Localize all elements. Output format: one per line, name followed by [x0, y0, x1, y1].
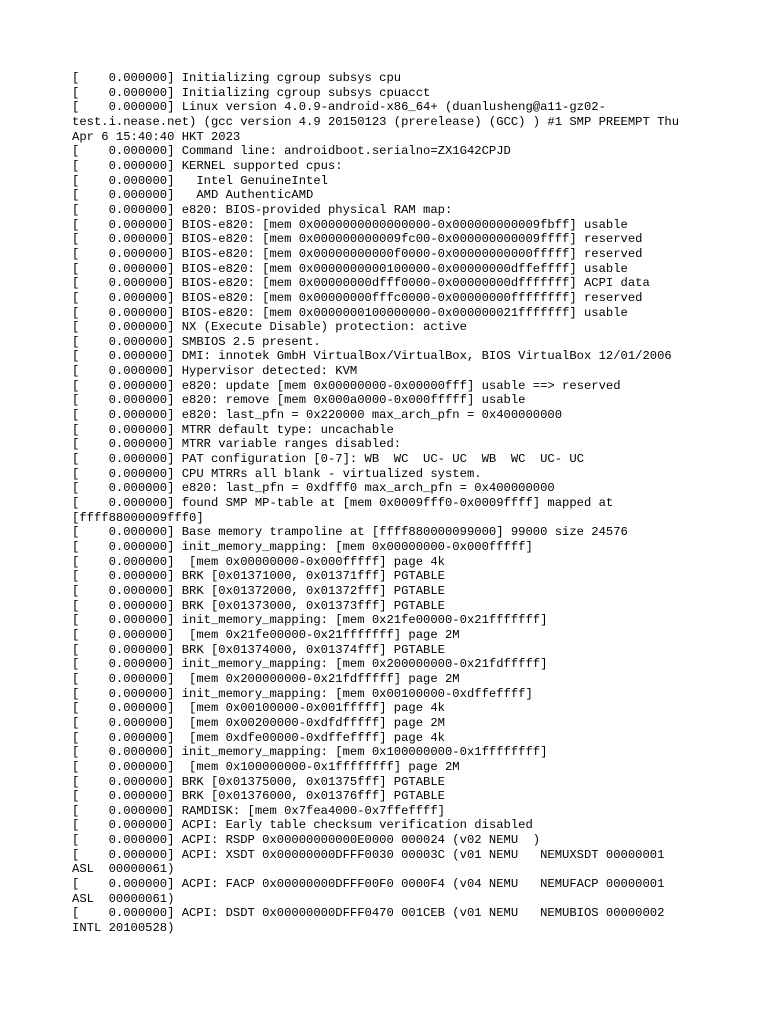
log-line: ASL 00000061): [72, 862, 175, 877]
log-line: [ 0.000000] PAT configuration [0-7]: WB WC UC- UC WB WC UC- UC: [72, 452, 584, 467]
log-line: [ 0.000000] found SMP MP-table at [mem 0x0009fff0-0x0009ffff] mapped at: [72, 496, 614, 511]
log-line: [ 0.000000] ACPI: FACP 0x00000000DFFF00F0 0000F4 (v04 NEMU NEMUFACP 00000001: [72, 877, 665, 892]
log-line: [ 0.000000] init_memory_mapping: [mem 0x00100000-0xdffeffff]: [72, 686, 533, 701]
log-line: [ 0.000000] Intel GenuineIntel: [72, 173, 328, 188]
log-line: [ 0.000000] e820: last_pfn = 0x220000 max_arch_pfn = 0x400000000: [72, 408, 563, 423]
log-line: [ 0.000000] e820: update [mem 0x00000000-0x00000fff] usable ==> reserved: [72, 378, 621, 393]
log-line: INTL 20100528): [72, 921, 175, 936]
log-line: test.i.nease.net) (gcc version 4.9 20150123 (prerelease) (GCC) ) #1 SMP PREEMPT Thu: [72, 114, 680, 129]
log-line: ASL 00000061): [72, 891, 175, 906]
log-line: [ 0.000000] CPU MTRRs all blank - virtualized system.: [72, 466, 482, 481]
log-line: [ 0.000000] [mem 0xdfe00000-0xdffeffff] page 4k: [72, 730, 445, 745]
log-line: [ 0.000000] [mem 0x100000000-0x1ffffffff] page 2M: [72, 759, 460, 774]
log-line: [ 0.000000] [mem 0x200000000-0x21fdfffff] page 2M: [72, 671, 460, 686]
kernel-boot-log: [72, 71, 702, 936]
log-line: [ 0.000000] BRK [0x01373000, 0x01373fff] PGTABLE: [72, 598, 445, 613]
log-line: [ 0.000000] ACPI: XSDT 0x00000000DFFF0030 00003C (v01 NEMU NEMUXSDT 00000001: [72, 847, 665, 862]
log-line: [ 0.000000] Initializing cgroup subsys cpuacct: [72, 85, 431, 100]
log-line: [ 0.000000] Initializing cgroup subsys cpu: [72, 71, 402, 85]
log-line: [ 0.000000] NX (Execute Disable) protection: active: [72, 320, 467, 335]
log-line: [ 0.000000] init_memory_mapping: [mem 0x100000000-0x1ffffffff]: [72, 745, 548, 760]
log-line: [ 0.000000] AMD AuthenticAMD: [72, 188, 314, 203]
log-line: [ 0.000000] BRK [0x01375000, 0x01375fff] PGTABLE: [72, 774, 445, 789]
log-line: [ 0.000000] ACPI: Early table checksum verification disabled: [72, 818, 533, 833]
log-line: [ 0.000000] BIOS-e820: [mem 0x0000000000100000-0x00000000dffeffff] usable: [72, 261, 628, 276]
log-line: [ 0.000000] Hypervisor detected: KVM: [72, 364, 358, 379]
log-line: [ 0.000000] e820: BIOS-provided physical RAM map:: [72, 202, 453, 217]
log-line: [ 0.000000] [mem 0x00200000-0xdfdfffff] page 2M: [72, 715, 445, 730]
log-line: [ 0.000000] RAMDISK: [mem 0x7fea4000-0x7ffeffff]: [72, 803, 445, 818]
log-line: [ 0.000000] BIOS-e820: [mem 0x00000000fffc0000-0x00000000ffffffff] reserved: [72, 290, 643, 305]
log-line: [ 0.000000] BIOS-e820: [mem 0x00000000dfff0000-0x00000000dfffffff] ACPI data: [72, 276, 650, 291]
log-line: [ 0.000000] BIOS-e820: [mem 0x0000000000000000-0x000000000009fbff] usable: [72, 217, 628, 232]
log-line: [ 0.000000] Linux version 4.0.9-android-x86_64+ (duanlusheng@a11-gz02-: [72, 100, 606, 115]
log-line: [ 0.000000] e820: remove [mem 0x000a0000-0x000fffff] usable: [72, 393, 526, 408]
log-line: [ 0.000000] BRK [0x01374000, 0x01374fff] PGTABLE: [72, 642, 445, 657]
log-line: [ 0.000000] init_memory_mapping: [mem 0x21fe00000-0x21fffffff]: [72, 613, 548, 628]
log-line: [ 0.000000] BRK [0x01376000, 0x01376fff] PGTABLE: [72, 789, 445, 804]
log-line: [ 0.000000] DMI: innotek GmbH VirtualBox/VirtualBox, BIOS VirtualBox 12/01/2006: [72, 349, 672, 364]
log-line: [ 0.000000] BRK [0x01372000, 0x01372fff] PGTABLE: [72, 583, 445, 598]
log-line: [ 0.000000] MTRR default type: uncachable: [72, 422, 394, 437]
log-line: [ 0.000000] BRK [0x01371000, 0x01371fff] PGTABLE: [72, 569, 445, 584]
log-line: [ 0.000000] BIOS-e820: [mem 0x000000000009fc00-0x000000000009ffff] reserved: [72, 232, 643, 247]
log-line: [ 0.000000] BIOS-e820: [mem 0x0000000100000000-0x000000021fffffff] usable: [72, 305, 628, 320]
log-line: [ 0.000000] SMBIOS 2.5 present.: [72, 334, 321, 349]
log-line: [ 0.000000] [mem 0x00000000-0x000fffff] page 4k: [72, 554, 445, 569]
log-line: [ 0.000000] MTRR variable ranges disabled:: [72, 437, 402, 452]
log-line: [ 0.000000] ACPI: DSDT 0x00000000DFFF0470 001CEB (v01 NEMU NEMUBIOS 00000002: [72, 906, 665, 921]
log-line: [ 0.000000] init_memory_mapping: [mem 0x00000000-0x000fffff]: [72, 540, 533, 554]
log-line: [ 0.000000] [mem 0x00100000-0x001fffff] page 4k: [72, 701, 445, 716]
log-line: [ffff88000009fff0]: [72, 510, 204, 525]
log-line: [ 0.000000] KERNEL supported cpus:: [72, 158, 343, 173]
log-line: Apr 6 15:40:40 HKT 2023: [72, 129, 241, 144]
log-line: [ 0.000000] Base memory trampoline at [ffff880000099000] 99000 size 24576: [72, 525, 628, 540]
log-line: [ 0.000000] init_memory_mapping: [mem 0x200000000-0x21fdfffff]: [72, 657, 548, 672]
log-line: [ 0.000000] Command line: androidboot.serialno=ZX1G42CPJD: [72, 144, 511, 159]
log-line: [ 0.000000] [mem 0x21fe00000-0x21fffffff] page 2M: [72, 627, 460, 642]
log-line: [ 0.000000] ACPI: RSDP 0x00000000000E0000 000024 (v02 NEMU ): [72, 833, 541, 848]
log-line: [ 0.000000] BIOS-e820: [mem 0x00000000000f0000-0x00000000000fffff] reserved: [72, 246, 643, 261]
log-line: [ 0.000000] e820: last_pfn = 0xdfff0 max_arch_pfn = 0x400000000: [72, 481, 555, 496]
